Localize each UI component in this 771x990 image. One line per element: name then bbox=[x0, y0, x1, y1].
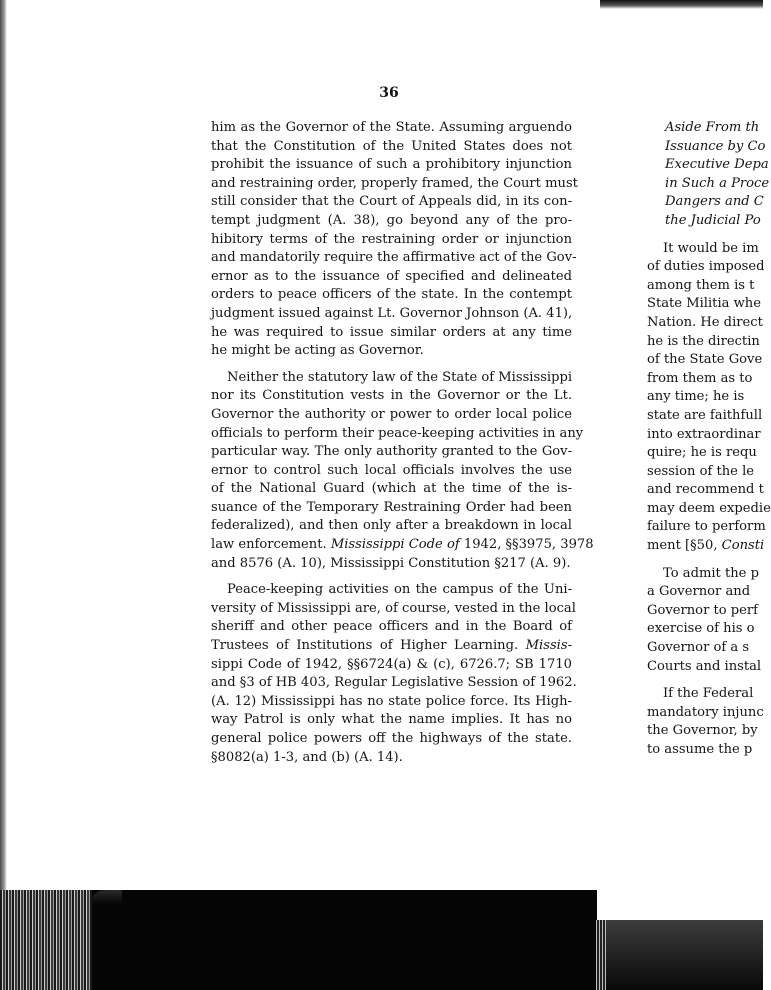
text-line: orders to peace officers of the state. In the contempt bbox=[211, 287, 572, 303]
text-line: particular way. The only authority granted to the Gov- bbox=[211, 444, 572, 460]
text-line: sippi Code of 1942, §§6724(a) & (c), 6726.7; SB 1710 bbox=[211, 656, 572, 672]
text-line: (A. 12) Mississippi has no state police force. Its High- bbox=[211, 693, 572, 709]
scan-binding-grain-right bbox=[596, 920, 606, 990]
text-line: Peace-keeping activities on the campus of the Uni- bbox=[227, 582, 572, 598]
text-line: and mandatorily require the affirmative act of the Gov- bbox=[211, 250, 577, 266]
text-line: and restraining order, properly framed, the Court must bbox=[211, 175, 578, 191]
text-line: may deem expedie bbox=[647, 500, 771, 516]
text-line: ernor to control such local officials involves the use bbox=[211, 462, 572, 478]
text-line: of duties imposed bbox=[647, 259, 765, 275]
text-line: §8082(a) 1-3, and (b) (A. 14). bbox=[211, 749, 403, 765]
text-line: session of the le bbox=[647, 463, 755, 479]
left-text-column bbox=[211, 119, 594, 767]
text-line: suance of the Temporary Restraining Order had been bbox=[211, 499, 572, 515]
heading-line: Executive Depa bbox=[665, 157, 769, 173]
paragraph-gap bbox=[647, 556, 763, 565]
text-line: and recommend t bbox=[647, 482, 764, 498]
text-line: failure to perform bbox=[647, 519, 766, 535]
text-line: judgment issued against Lt. Governor Johnson (A. 41), bbox=[211, 305, 573, 321]
paragraph-gap bbox=[647, 676, 763, 685]
text-line: prohibit the issuance of such a prohibitory injunction bbox=[211, 157, 572, 173]
citation-italic: Missis- bbox=[525, 638, 572, 654]
text-line: hibitory terms of the restraining order or injunction bbox=[211, 231, 572, 247]
text-line: he might be acting as Governor. bbox=[211, 343, 424, 359]
text-line: that the Constitution of the United States does not bbox=[211, 138, 572, 154]
text-line: Governor to perf bbox=[647, 602, 759, 618]
text-line: To admit the p bbox=[663, 565, 759, 581]
right-text-column bbox=[647, 119, 771, 760]
heading-line: Aside From th bbox=[665, 120, 760, 135]
text-line: tempt judgment (A. 38), go beyond any of the pro- bbox=[211, 212, 572, 228]
text-line: to assume the p bbox=[647, 742, 753, 757]
text-line: ernor as to the issuance of specified and delineated bbox=[211, 268, 572, 284]
scan-facing-page-edge bbox=[597, 890, 763, 920]
text-line: Nation. He direct bbox=[647, 314, 763, 330]
paragraph bbox=[211, 369, 594, 574]
heading-line: the Judicial Po bbox=[665, 212, 761, 228]
text-line: and §3 of HB 403, Regular Legislative Session of 1962. bbox=[211, 675, 577, 691]
section-heading bbox=[647, 119, 770, 231]
text-line: Governor the authority or power to order local police bbox=[211, 406, 572, 422]
text-line: mandatory injunc bbox=[647, 704, 764, 720]
text-line: among them is t bbox=[647, 277, 755, 293]
text-line: any time; he is bbox=[647, 389, 745, 405]
text-line: It would be im bbox=[663, 240, 759, 256]
text-line: still consider that the Court of Appeals did, in its con- bbox=[211, 194, 572, 210]
text-line: exercise of his o bbox=[647, 621, 755, 637]
text-run: 1942, §§3975, 3978 bbox=[459, 537, 594, 553]
text-run: ment [§50, bbox=[647, 538, 722, 554]
text-line bbox=[647, 537, 763, 556]
text-line: state are faithfull bbox=[647, 407, 763, 423]
text-line bbox=[211, 536, 594, 555]
heading-line: Issuance by Co bbox=[665, 138, 766, 154]
text-line: he is the directin bbox=[647, 333, 760, 349]
heading-line: in Such a Proce bbox=[665, 175, 770, 191]
text-line: federalized), and then only after a breakdown in local bbox=[211, 518, 572, 534]
citation-italic: Consti bbox=[721, 538, 765, 554]
paragraph bbox=[211, 119, 578, 361]
text-line: he was required to issue similar orders at any time bbox=[211, 324, 572, 340]
text-line: nor its Constitution vests in the Governor or the Lt. bbox=[211, 388, 572, 404]
text-line: sheriff and other peace officers and in the Board of bbox=[211, 619, 572, 635]
text-line: Neither the statutory law of the State of Mississippi bbox=[227, 369, 573, 385]
text-run: law enforcement. bbox=[211, 537, 331, 553]
scan-bottom-shadow bbox=[0, 890, 763, 990]
text-line: of the State Gove bbox=[647, 352, 763, 368]
text-line: and 8576 (A. 10), Mississippi Constitution §217 (A. 9). bbox=[211, 555, 571, 571]
text-line: into extraordinar bbox=[647, 426, 761, 442]
text-line: Governor of a s bbox=[647, 640, 750, 656]
text-line: quire; he is requ bbox=[647, 445, 757, 461]
text-line: versity of Mississippi are, of course, vested in the local bbox=[211, 600, 576, 616]
text-line: from them as to bbox=[647, 370, 753, 386]
paragraph bbox=[211, 581, 577, 767]
scan-top-edge bbox=[600, 0, 763, 9]
scan-facing-page-shadow bbox=[606, 920, 763, 990]
citation-italic: Mississippi Code of bbox=[330, 537, 460, 553]
scan-binding-grain-left bbox=[0, 890, 92, 990]
text-line: Courts and instal bbox=[647, 658, 762, 674]
text-line: him as the Governor of the State. Assuming arguendo bbox=[211, 120, 572, 135]
scan-left-edge bbox=[0, 0, 7, 990]
text-line: State Militia whe bbox=[647, 296, 761, 312]
paragraph-gap bbox=[647, 231, 763, 240]
text-line: of the National Guard (which at the time of the is- bbox=[211, 481, 572, 497]
text-line: a Governor and bbox=[647, 584, 751, 600]
text-line: If the Federal bbox=[663, 686, 754, 702]
text-line: way Patrol is only what the name implies. It has no bbox=[211, 712, 572, 728]
text-line: the Governor, by bbox=[647, 723, 758, 739]
page-number: 36 bbox=[379, 85, 399, 101]
text-line: officials to perform their peace-keeping activities in any bbox=[211, 425, 584, 441]
heading-line: Dangers and C bbox=[665, 194, 764, 210]
scan-page-fold-left bbox=[92, 890, 122, 904]
text-line: general police powers off the highways of the state. bbox=[211, 731, 572, 746]
text-line bbox=[211, 637, 572, 656]
text-run: Trustees of Institutions of Higher Learning. bbox=[211, 638, 526, 654]
